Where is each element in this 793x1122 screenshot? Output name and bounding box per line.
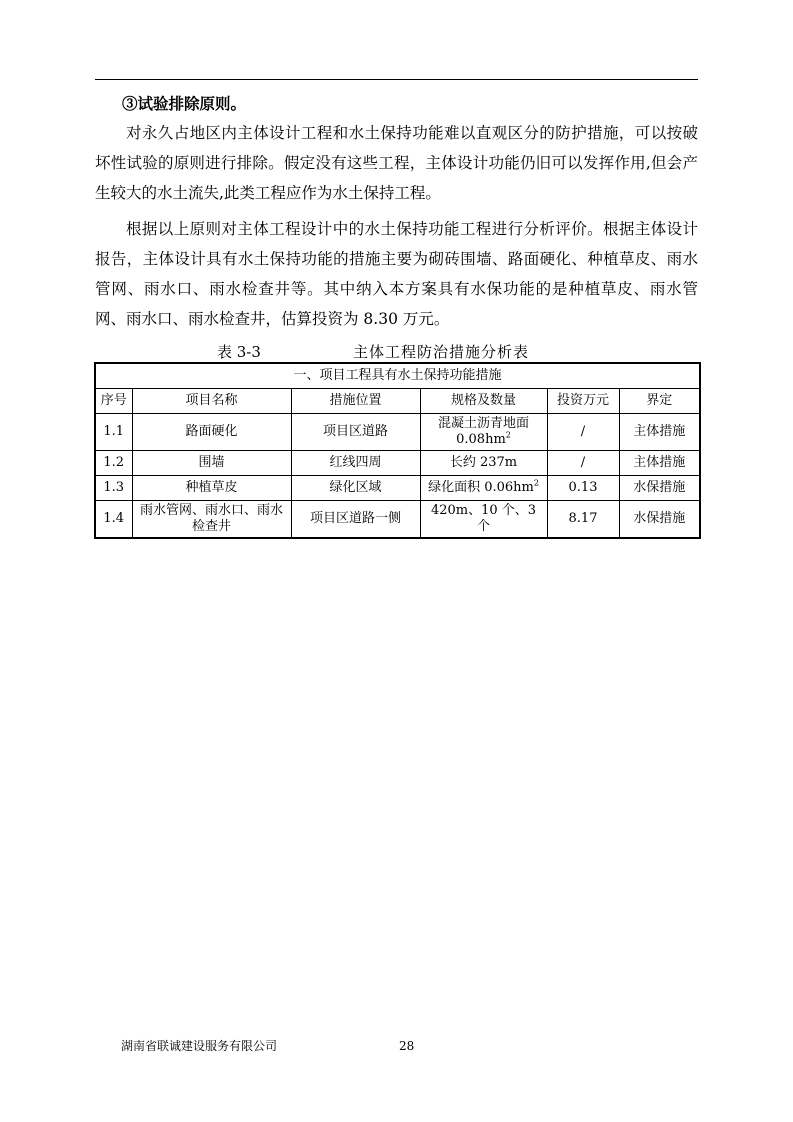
header-invest: 投资万元 — [547, 389, 619, 414]
cell-type: 水保措施 — [619, 501, 700, 539]
spec-superscript: 2 — [533, 478, 539, 488]
page-number: 28 — [399, 1039, 415, 1053]
table-section-title: 一、项目工程具有水土保持功能措施 — [95, 363, 700, 389]
table-header-row — [95, 389, 700, 414]
cell-name: 种植草皮 — [132, 476, 291, 501]
cell-no: 1.1 — [95, 414, 132, 451]
cell-invest: 8.17 — [547, 501, 619, 539]
cell-no: 1.4 — [95, 501, 132, 539]
table-caption-number: 表 3-3 — [217, 343, 261, 361]
cell-location: 项目区道路一侧 — [291, 501, 420, 539]
header-no: 序号 — [95, 389, 132, 414]
paragraph-destructive-test: 对永久占地区内主体设计工程和水土保持功能难以直观区分的防护措施，可以按破坏性试验的原则进行排除。假定没有这些工程，主体设计功能仍旧可以发挥作用,但会产生较大的水土流失,此类工程应作为水土保持工程。 — [95, 124, 698, 202]
header-spec: 规格及数量 — [420, 389, 547, 414]
cell-type: 水保措施 — [619, 476, 700, 501]
cell-invest: 0.13 — [547, 476, 619, 501]
section-heading: ③试验排除原则。 — [122, 94, 247, 113]
cell-no: 1.2 — [95, 451, 132, 476]
cell-invest: / — [547, 451, 619, 476]
cell-location: 项目区道路 — [291, 414, 420, 451]
table-row — [95, 451, 700, 476]
cell-location: 红线四周 — [291, 451, 420, 476]
cell-no: 1.3 — [95, 476, 132, 501]
cell-spec — [420, 476, 547, 501]
cell-spec — [420, 414, 547, 451]
cell-location: 绿化区域 — [291, 476, 420, 501]
footer-company: 湖南省联诚建设服务有限公司 — [121, 1039, 278, 1053]
cell-name: 路面硬化 — [132, 414, 291, 451]
paragraph-analysis: 根据以上原则对主体工程设计中的水土保持功能工程进行分析评价。根据主体设计报告，主体设计具有水土保持功能的措施主要为砌砖围墙、路面硬化、种植草皮、雨水管网、雨水口、雨水检查井等。其中纳入本方案具有水保功能的是种植草皮、雨水管网、雨水口、雨水检查井，估算投资为 8.30 万元。 — [95, 220, 698, 328]
cell-invest: / — [547, 414, 619, 451]
table-row — [95, 501, 700, 539]
header-location: 措施位置 — [291, 389, 420, 414]
table-row — [95, 476, 700, 501]
table-row — [95, 414, 700, 451]
spec-text: 绿化面积 0.06hm — [428, 480, 534, 495]
spec-value-text: 0.08hm — [456, 432, 506, 447]
spec-superscript: 2 — [505, 430, 511, 440]
header-rule — [95, 79, 698, 80]
cell-spec: 长约 237m — [420, 451, 547, 476]
header-name: 项目名称 — [132, 389, 291, 414]
cell-name: 围墙 — [132, 451, 291, 476]
cell-type: 主体措施 — [619, 451, 700, 476]
table-section-row — [95, 363, 700, 389]
cell-type: 主体措施 — [619, 414, 700, 451]
cell-spec-main: 混凝土沥青地面 — [437, 416, 529, 431]
cell-name: 雨水管网、雨水口、雨水检查井 — [132, 501, 291, 539]
measures-table — [94, 362, 701, 539]
cell-spec: 420m、10 个、3 个 — [420, 501, 547, 539]
header-type: 界定 — [619, 389, 700, 414]
cell-spec-value — [423, 432, 545, 448]
table-caption-title: 主体工程防治措施分析表 — [353, 343, 530, 361]
